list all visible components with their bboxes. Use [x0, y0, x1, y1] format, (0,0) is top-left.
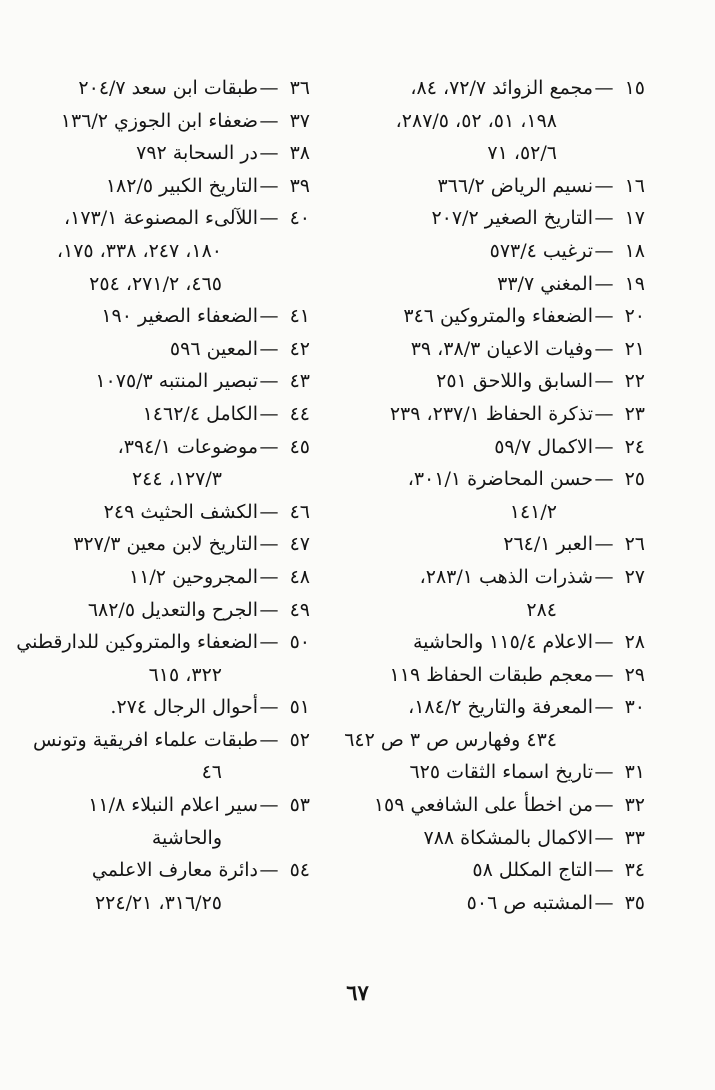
entry-text: وفيات الاعيان ٣٨/٣، ٣٩: [410, 337, 593, 360]
entry-dash: —: [259, 859, 279, 882]
entry-line: [355, 365, 645, 398]
reference-entry: [10, 626, 310, 691]
entry-dash: —: [259, 696, 279, 719]
entry-dash: —: [594, 402, 614, 425]
reference-entry: [10, 137, 310, 170]
entry-continuation-line: [10, 463, 310, 496]
entry-line: [10, 202, 310, 235]
entry-line: [10, 137, 310, 170]
entry-line: [10, 528, 310, 561]
entry-line: [10, 105, 310, 138]
entry-text: شذرات الذهب ٢٨٣/١،: [419, 565, 593, 588]
reference-entry: [355, 398, 645, 431]
reference-entry: [355, 528, 645, 561]
entry-dash: —: [594, 337, 614, 360]
entry-text: العبر ٢٦٤/١: [503, 533, 593, 556]
entry-text: ضعفاء ابن الجوزي ١٣٦/٢: [60, 109, 258, 132]
entry-dash: —: [259, 77, 279, 99]
entry-dash: —: [259, 794, 279, 817]
entry-text: الضعفاء الصغير ١٩٠: [101, 305, 258, 328]
entry-dash: —: [594, 533, 614, 556]
entry-dash: —: [594, 826, 614, 849]
reference-entry: [355, 300, 645, 333]
entry-dash: —: [259, 207, 279, 230]
entry-line: [355, 202, 645, 235]
entry-number: ٢٧: [624, 565, 645, 588]
entry-text: ١٩٨، ٥١، ٥٢، ٢٨٧/٥،: [395, 109, 557, 132]
reference-entry: [10, 724, 310, 789]
entry-dash: —: [594, 239, 614, 262]
reference-entry: [355, 756, 645, 789]
entry-dash: —: [594, 663, 614, 686]
entry-line: [10, 594, 310, 627]
entry-number: ٤٤: [289, 402, 310, 425]
entry-number: ٤٧: [289, 533, 310, 556]
entry-text: تبصير المنتبه ١٠٧٥/٣: [95, 370, 258, 393]
entry-text: ٢٨٤: [526, 598, 557, 621]
entry-line: [355, 170, 645, 203]
entry-number: ٣٩: [289, 174, 310, 197]
entry-number: ٢١: [624, 337, 645, 360]
reference-entry: [10, 398, 310, 431]
reference-entry: [10, 365, 310, 398]
entry-line: [355, 431, 645, 464]
entry-number: ٢٤: [624, 435, 645, 458]
entry-dash: —: [594, 370, 614, 393]
entry-dash: —: [594, 696, 614, 719]
entry-continuation-line: [355, 137, 645, 170]
entry-text: ٤٣٤ وفهارس ص ٣ ص ٦٤٢: [344, 728, 557, 751]
entry-text: المعرفة والتاريخ ١٨٤/٢،: [408, 696, 593, 719]
entry-text: دائرة معارف الاعلمي: [91, 859, 258, 882]
entry-continuation-line: [10, 235, 310, 268]
entry-text: من اخطأ على الشافعي ١٥٩: [373, 794, 593, 817]
entry-number: ٢٨: [624, 631, 645, 654]
entry-text: حسن المحاضرة ٣٠١/١،: [407, 468, 593, 491]
entry-number: ٤٢: [289, 337, 310, 360]
entry-text: الضعفاء والمتروكين للدارقطني: [16, 631, 258, 654]
reference-entry: [355, 333, 645, 366]
reference-entry: [355, 463, 645, 528]
entry-line: [355, 333, 645, 366]
entry-line: [355, 300, 645, 333]
entry-number: ٣١: [624, 761, 645, 784]
entry-line: [355, 561, 645, 594]
entry-line: [355, 822, 645, 855]
entry-number: ٢٥: [624, 468, 645, 491]
entry-text: الاكمال ٥٩/٧: [494, 435, 593, 458]
reference-entry: [10, 854, 310, 919]
entry-dash: —: [594, 174, 614, 197]
entry-line: [10, 431, 310, 464]
entry-text: ١٤١/٢: [509, 500, 557, 523]
entry-text: ٥٢/٦، ٧١: [487, 142, 557, 165]
entry-number: ٢٣: [624, 402, 645, 425]
entry-number: ١٥: [624, 77, 645, 99]
entry-line: [10, 365, 310, 398]
entry-dash: —: [259, 533, 279, 556]
reference-entry: [10, 496, 310, 529]
entry-number: ٣٥: [624, 891, 645, 914]
entry-dash: —: [594, 891, 614, 914]
reference-entry: [10, 72, 310, 105]
entry-number: ٣٢: [624, 794, 645, 817]
entry-text: التاج المكلل ٥٨: [472, 859, 593, 882]
reference-entry: [10, 561, 310, 594]
entry-number: ٣٧: [289, 109, 310, 132]
entry-line: [10, 789, 310, 822]
entry-number: ٤٥: [289, 435, 310, 458]
entry-text: ٤٦: [201, 761, 222, 784]
entry-dash: —: [594, 565, 614, 588]
entry-line: [355, 528, 645, 561]
reference-entry: [355, 822, 645, 855]
entry-dash: —: [259, 402, 279, 425]
reference-entry: [355, 431, 645, 464]
entry-continuation-line: [10, 268, 310, 301]
entry-line: [355, 398, 645, 431]
reference-entry: [355, 268, 645, 301]
entry-text: طبقات ابن سعد ٢٠٤/٧: [78, 77, 258, 99]
entry-text: اللآلىء المصنوعة ١٧٣/١،: [63, 207, 258, 230]
entry-number: ٤١: [289, 305, 310, 328]
page-number: ٦٧: [346, 980, 369, 1005]
entry-number: ٣٣: [624, 826, 645, 849]
entry-line: [355, 268, 645, 301]
entry-continuation-line: [355, 105, 645, 138]
entry-text: المغني ٣٣/٧: [497, 272, 593, 295]
entry-dash: —: [259, 370, 279, 393]
entry-dash: —: [259, 598, 279, 621]
entry-text: موضوعات ٣٩٤/١،: [117, 435, 258, 458]
entry-text: الجرح والتعديل ٦٨٢/٥: [87, 598, 258, 621]
entry-number: ٤٦: [289, 500, 310, 523]
entry-number: ٢٠: [624, 305, 645, 328]
entry-dash: —: [259, 500, 279, 523]
entry-continuation-line: [10, 822, 310, 855]
reference-entry: [355, 659, 645, 692]
entry-text: ٤٦٥، ٢٧١/٢، ٢٥٤: [89, 272, 222, 295]
entry-line: [10, 691, 310, 724]
reference-entry: [10, 170, 310, 203]
entry-continuation-line: [355, 496, 645, 529]
entry-text: السابق واللاحق ٢٥١: [436, 370, 593, 393]
entry-number: ٣٤: [624, 859, 645, 882]
entry-text: ترغيب ٥٧٣/٤: [489, 239, 593, 262]
entry-text: الاكمال بالمشكاة ٧٨٨: [423, 826, 593, 849]
entry-dash: —: [259, 174, 279, 197]
entry-text: الكشف الحثيث ٢٤٩: [103, 500, 258, 523]
entry-text: مجمع الزوائد ٧٢/٧، ٨٤،: [410, 77, 593, 99]
entry-text: التاريخ لابن معين ٣٢٧/٣: [73, 533, 258, 556]
entry-line: [10, 300, 310, 333]
entry-line: [355, 463, 645, 496]
reference-entry: [355, 365, 645, 398]
reference-entry: [355, 202, 645, 235]
entry-text: المجروحين ١١/٢: [129, 565, 258, 588]
entry-text: سير اعلام النبلاء ١١/٨: [88, 794, 258, 817]
entry-text: ٣١٦/٢٥، ٢٢٤/٢١: [94, 891, 222, 914]
entry-dash: —: [259, 142, 279, 165]
entry-line: [355, 659, 645, 692]
entry-number: ٤٣: [289, 370, 310, 393]
entry-line: [10, 72, 310, 105]
reference-entry: [355, 235, 645, 268]
entry-dash: —: [594, 631, 614, 654]
entry-line: [355, 626, 645, 659]
entry-text: أحوال الرجال ٢٧٤.: [110, 696, 258, 719]
entry-dash: —: [594, 761, 614, 784]
entry-dash: —: [259, 109, 279, 132]
entry-dash: —: [259, 337, 279, 360]
entry-text: ٣٢٢، ٦١٥: [148, 663, 222, 686]
entry-line: [355, 789, 645, 822]
entry-dash: —: [259, 631, 279, 654]
reference-entry: [10, 202, 310, 300]
entry-number: ٤٠: [289, 207, 310, 230]
entry-dash: —: [594, 272, 614, 295]
right-column: [344, 72, 645, 919]
reference-entry: [355, 626, 645, 659]
reference-entry: [355, 170, 645, 203]
reference-entry: [355, 72, 645, 170]
reference-entry: [10, 691, 310, 724]
reference-entry: [10, 105, 310, 138]
entry-text: التاريخ الكبير ١٨٢/٥: [105, 174, 258, 197]
entry-number: ٤٨: [289, 565, 310, 588]
entry-text: تذكرة الحفاظ ٢٣٧/١، ٢٣٩: [389, 402, 593, 425]
left-column: [10, 72, 310, 919]
entry-continuation-line: [355, 594, 645, 627]
entry-text: در السحابة ٧٩٢: [136, 142, 258, 165]
reference-entry: [355, 561, 645, 626]
entry-line: [355, 854, 645, 887]
entry-text: ١٢٧/٣، ٢٤٤: [131, 468, 222, 491]
entry-text: طبقات علماء افريقية وتونس: [32, 728, 258, 751]
entry-line: [10, 854, 310, 887]
entry-line: [355, 887, 645, 920]
entry-text: الاعلام ١١٥/٤ والحاشية: [412, 631, 593, 654]
entry-line: [355, 691, 645, 724]
entry-line: [355, 756, 645, 789]
reference-entry: [10, 431, 310, 496]
entry-number: ٣٨: [289, 142, 310, 165]
entry-line: [10, 398, 310, 431]
entry-line: [10, 333, 310, 366]
entry-number: ١٨: [624, 239, 645, 262]
entry-number: ٤٩: [289, 598, 310, 621]
entry-text: والحاشية: [151, 826, 222, 849]
entry-number: ٣٠: [624, 696, 645, 719]
entry-text: معجم طبقات الحفاظ ١١٩: [389, 663, 593, 686]
entry-line: [10, 170, 310, 203]
entry-dash: —: [594, 77, 614, 99]
reference-entry: [10, 528, 310, 561]
entry-text: التاريخ الصغير ٢٠٧/٢: [431, 207, 593, 230]
reference-entry: [344, 691, 645, 756]
entry-number: ١٧: [624, 207, 645, 230]
entry-text: الضعفاء والمتروكين ٣٤٦: [403, 305, 593, 328]
entry-text: المشتبه ص ٥٠٦: [466, 891, 593, 914]
entry-dash: —: [594, 435, 614, 458]
entry-dash: —: [594, 794, 614, 817]
entry-number: ٥١: [289, 696, 310, 719]
reference-entry: [355, 789, 645, 822]
reference-entry: [10, 333, 310, 366]
reference-entry: [10, 594, 310, 627]
entry-dash: —: [594, 305, 614, 328]
reference-entry: [355, 887, 645, 920]
entry-number: ٢٦: [624, 533, 645, 556]
entry-text: نسيم الرياض ٣٦٦/٢: [437, 174, 593, 197]
entry-dash: —: [594, 859, 614, 882]
entry-dash: —: [259, 565, 279, 588]
entry-number: ١٩: [624, 272, 645, 295]
entry-continuation-line: [10, 887, 310, 920]
entry-line: [355, 72, 645, 105]
entry-line: [10, 496, 310, 529]
entry-line: [10, 561, 310, 594]
entry-dash: —: [259, 435, 279, 458]
entry-number: ٥٠: [289, 631, 310, 654]
entry-number: ٢٢: [624, 370, 645, 393]
reference-entry: [10, 300, 310, 333]
entry-dash: —: [594, 468, 614, 491]
entry-number: ١٦: [624, 174, 645, 197]
entry-number: ٥٣: [289, 794, 310, 817]
entry-continuation-line: [10, 659, 310, 692]
reference-entry: [355, 854, 645, 887]
entry-text: تاريخ اسماء الثقات ٦٢٥: [409, 761, 593, 784]
entry-number: ٢٩: [624, 663, 645, 686]
entry-line: [10, 724, 310, 757]
entry-number: ٥٢: [289, 728, 310, 751]
entry-line: [355, 235, 645, 268]
entry-continuation-line: [10, 756, 310, 789]
entry-number: ٥٤: [289, 859, 310, 882]
reference-entry: [10, 789, 310, 854]
entry-dash: —: [594, 207, 614, 230]
entry-dash: —: [259, 305, 279, 328]
entry-number: ٣٦: [289, 77, 310, 99]
entry-dash: —: [259, 728, 279, 751]
entry-line: [10, 626, 310, 659]
entry-text: الكامل ١٤٦٢/٤: [142, 402, 258, 425]
entry-text: ١٨٠، ٢٤٧، ٣٣٨، ١٧٥،: [56, 239, 222, 262]
entry-continuation-line: [344, 724, 645, 757]
entry-text: المعين ٥٩٦: [169, 337, 258, 360]
